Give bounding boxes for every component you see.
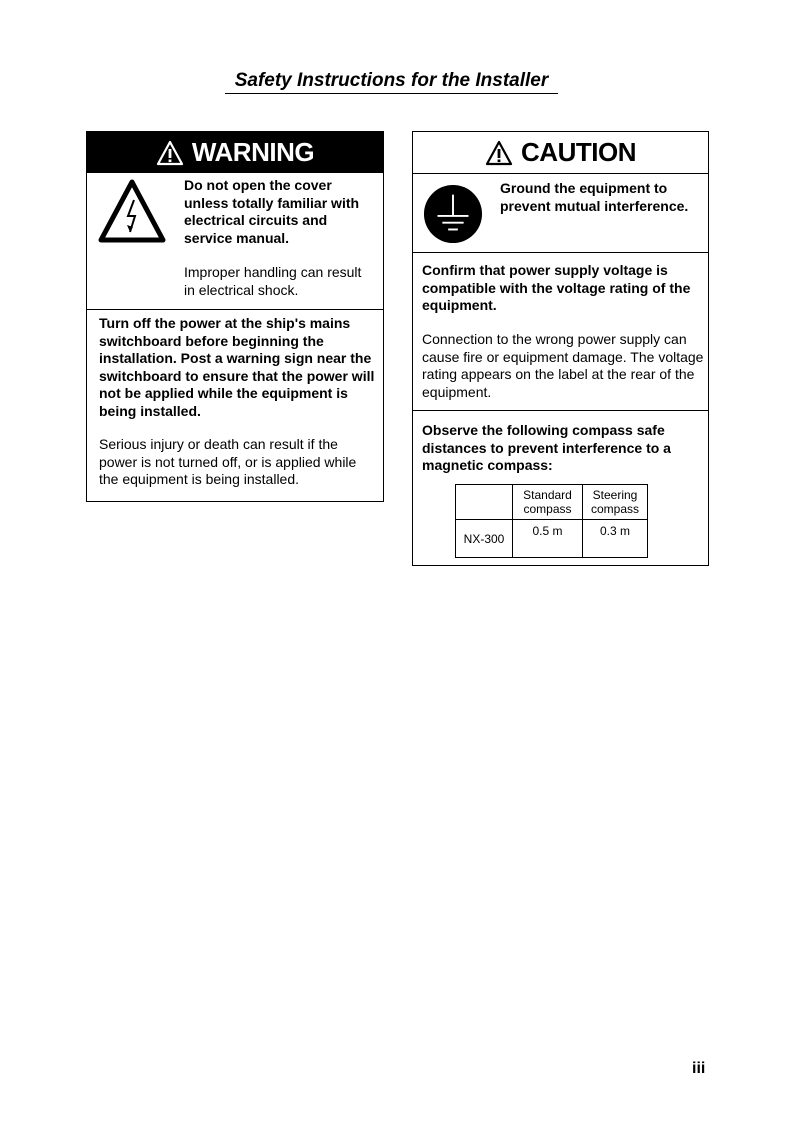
warning-cover-section <box>87 173 383 309</box>
caution-voltage-text: Confirm that power supply voltage is compatible with the voltage rating of the equipment. <box>422 262 691 313</box>
page-title: Safety Instructions for the Installer <box>225 70 558 94</box>
table-cell-standard: 0.5 m <box>513 520 583 558</box>
caution-box <box>412 131 709 566</box>
warning-box <box>86 131 384 502</box>
warning-power-text: Turn off the power at the ship's mains switchboard before beginning the installation. Post a warning sign near the switchboard to ensure that the power will not be applied while the equipment is being installed. <box>99 315 375 419</box>
warning-cover-note: Improper handling can result in electrical shock. <box>184 264 362 298</box>
caution-voltage-note: Connection to the wrong power supply can cause fire or equipment damage. The voltage rating appears on the label at the rear of the equipment. <box>422 331 704 400</box>
warning-cover-text: Do not open the cover unless totally familiar with electrical circuits and service manual. <box>184 177 360 246</box>
warning-power-note: Serious injury or death can result if the power is not turned off, or is applied while the equipment is being installed. <box>99 436 357 487</box>
table-header-steering: Steering compass <box>583 485 648 520</box>
caution-voltage-section <box>413 252 708 410</box>
caution-header <box>413 132 708 173</box>
table-cell-steering: 0.3 m <box>583 520 648 558</box>
electric-shock-icon <box>97 178 167 244</box>
caution-ground-text: Ground the equipment to prevent mutual interference. <box>500 180 689 214</box>
table-row <box>456 485 648 520</box>
warning-header <box>87 132 383 173</box>
caution-compass-section <box>413 410 708 565</box>
caution-ground-section <box>413 173 708 252</box>
warning-power-section <box>87 309 383 500</box>
table-header-standard: Standard compass <box>513 485 583 520</box>
warning-triangle-icon <box>485 140 513 166</box>
compass-distance-table <box>455 484 648 558</box>
table-cell-empty <box>456 485 513 520</box>
caution-compass-text: Observe the following compass safe distances to prevent interference to a magnetic compass: <box>422 422 671 473</box>
page-number: iii <box>692 1060 706 1077</box>
warning-triangle-icon <box>156 140 184 166</box>
table-row <box>456 520 648 558</box>
table-row-label: NX-300 <box>456 520 513 558</box>
caution-title: CAUTION <box>521 137 636 167</box>
ground-icon <box>423 184 483 244</box>
warning-title: WARNING <box>191 137 315 167</box>
